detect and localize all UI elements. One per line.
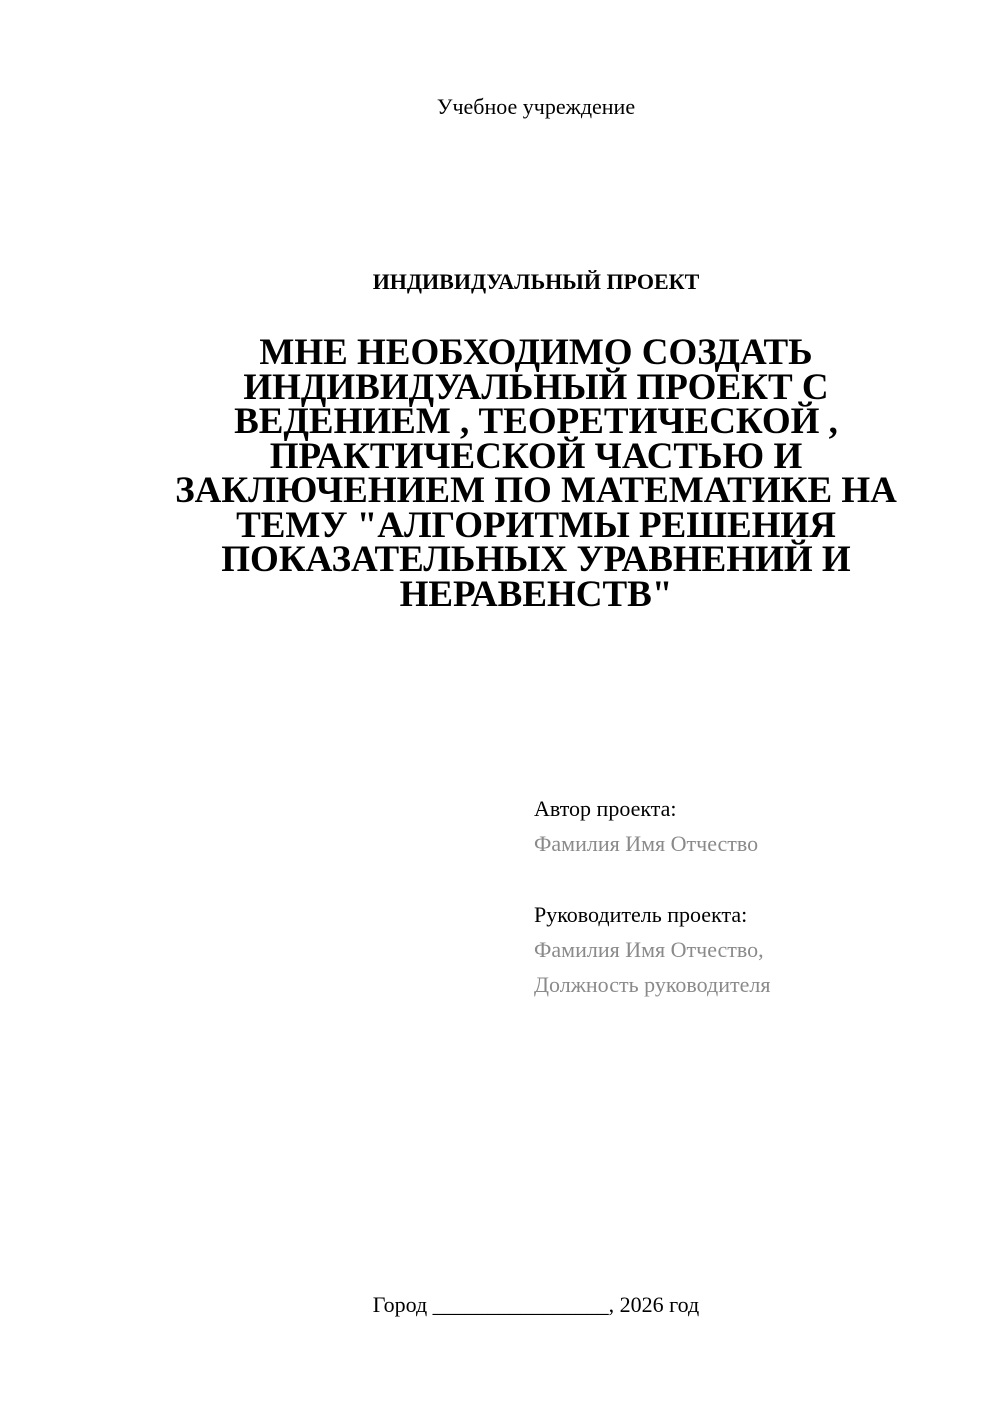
supervisor-name: Фамилия Имя Отчество,	[534, 937, 764, 962]
institution-name: Учебное учреждение	[436, 94, 636, 119]
author-label: Автор проекта:	[534, 796, 677, 821]
info-spacer	[534, 861, 974, 897]
city-year-line: Город ________________, 2026 год	[372, 1292, 700, 1317]
supervisor-label: Руководитель проекта:	[534, 902, 748, 927]
author-name: Фамилия Имя Отчество	[534, 831, 759, 856]
project-info	[534, 791, 974, 1002]
document-type: ИНДИВИДУАЛЬНЫЙ ПРОЕКТ	[372, 269, 700, 294]
supervisor-position: Должность руководителя	[534, 972, 771, 997]
project-title: МНЕ НЕОБХОДИМО СОЗДАТЬ ИНДИВИДУАЛЬНЫЙ ПРОЕКТ С ВЕДЕНИЕМ , ТЕОРЕТИЧЕСКОЙ , ПРАКТИЧЕСКОЙ ЧАСТЬЮ И ЗАКЛЮЧЕНИЕМ ПО МАТЕМАТИКЕ НА ТЕМУ "АЛГОРИТМЫ РЕШЕНИЯ ПОКАЗАТЕЛЬНЫХ УРАВНЕНИЙ И НЕРАВЕНСТВ"	[175, 332, 897, 615]
